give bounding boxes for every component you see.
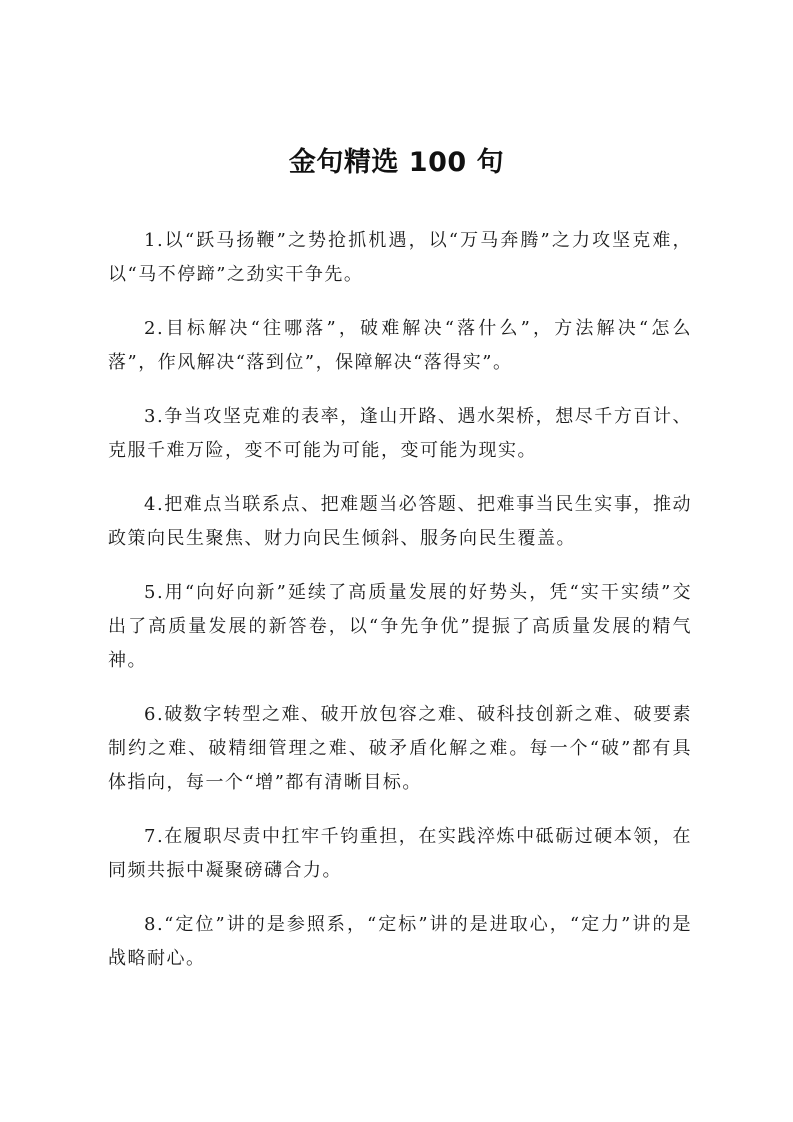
page-title: 金句精选 100 句 bbox=[288, 147, 505, 178]
paragraph-5: 5.用“向好向新”延续了高质量发展的好势头，凭“实干实绩”交出了高质量发展的新答卷，以“争先争优”提振了高质量发展的精气神。 bbox=[108, 582, 692, 671]
paragraph-4: 4.把难点当联系点、把难题当必答题、把难事当民生实事，推动政策向民生聚焦、财力向民生倾斜、服务向民生覆盖。 bbox=[108, 494, 692, 549]
document-body bbox=[108, 224, 692, 996]
paragraph-1: 1.以“跃马扬鞭”之势抢抓机遇，以“万马奔腾”之力攻坚克难，以“马不停蹄”之劲实干争先。 bbox=[108, 230, 692, 285]
paragraph-6: 6.破数字转型之难、破开放包容之难、破科技创新之难、破要素制约之难、破精细管理之难、破矛盾化解之难。每一个“破”都有具体指向，每一个“增”都有清晰目标。 bbox=[108, 704, 692, 793]
paragraph-2: 2.目标解决“往哪落”，破难解决“落什么”，方法解决“怎么落”，作风解决“落到位”，保障解决“落得实”。 bbox=[108, 318, 692, 373]
paragraph-7: 7.在履职尽责中扛牢千钧重担，在实践淬炼中砥砺过硬本领，在同频共振中凝聚磅礴合力。 bbox=[108, 826, 692, 881]
paragraph-8: 8.“定位”讲的是参照系，“定标”讲的是进取心，“定力”讲的是战略耐心。 bbox=[108, 914, 692, 969]
paragraph-3: 3.争当攻坚克难的表率，逢山开路、遇水架桥，想尽千方百计、克服千难万险，变不可能为可能，变可能为现实。 bbox=[108, 406, 692, 461]
